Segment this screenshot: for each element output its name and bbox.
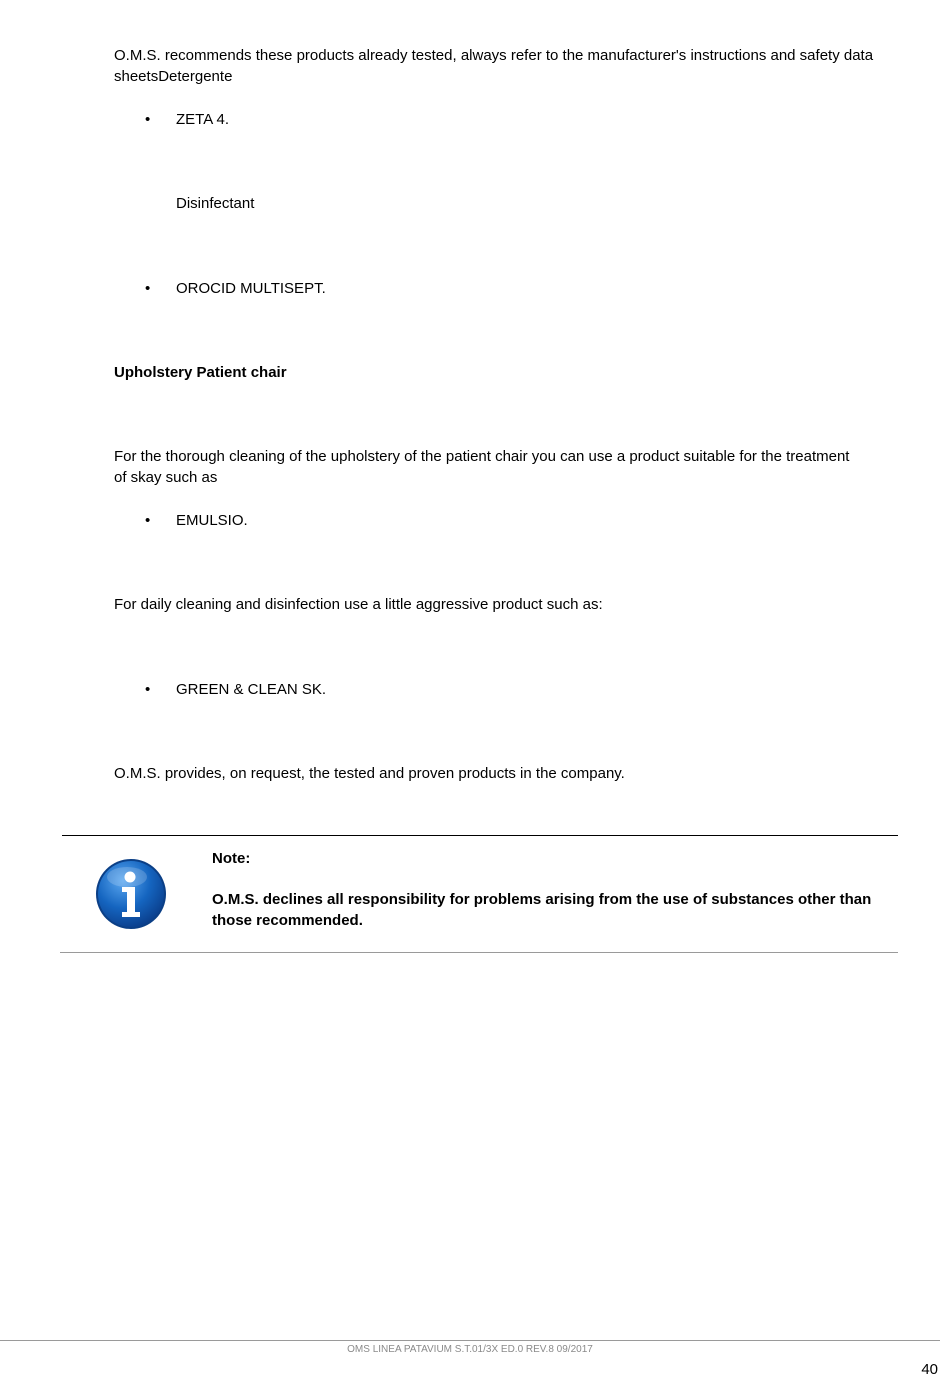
provides-paragraph: O.M.S. provides, on request, the tested and proven products in the company. — [114, 765, 625, 782]
footer-reference: OMS LINEA PATAVIUM S.T.01/3X ED.0 REV.8 09/2017 — [347, 1344, 593, 1355]
upholstery-heading: Upholstery Patient chair — [114, 364, 287, 381]
upholstery-paragraph: For the thorough cleaning of the upholstery of the patient chair you can use a product suitable for the treatment of skay such as — [114, 448, 850, 486]
footer-rule — [0, 1340, 940, 1341]
disinfectant-heading: Disinfectant — [176, 195, 255, 212]
list-item: EMULSIO. — [176, 512, 248, 529]
note-label: Note: — [212, 850, 251, 867]
list-item: GREEN & CLEAN SK. — [176, 681, 327, 698]
daily-cleaning-paragraph: For daily cleaning and disinfection use a little aggressive product such as: — [114, 596, 603, 613]
intro-paragraph: O.M.S. recommends these products already tested, always refer to the manufacturer's instructions and safety data sheetsDetergente — [114, 47, 874, 85]
page-number: 40 — [921, 1361, 938, 1378]
note-top-rule — [62, 835, 898, 836]
bullet-marker: • — [145, 512, 151, 529]
bullet-marker: • — [145, 280, 151, 297]
list-item: OROCID MULTISEPT. — [176, 280, 326, 297]
bullet-marker: • — [145, 681, 151, 698]
info-icon — [94, 857, 168, 931]
list-item: ZETA 4. — [176, 111, 230, 128]
bullet-marker: • — [145, 111, 151, 128]
note-bottom-rule — [60, 952, 898, 953]
note-text: O.M.S. declines all responsibility for problems arising from the use of substances other than those recommended. — [212, 891, 872, 929]
